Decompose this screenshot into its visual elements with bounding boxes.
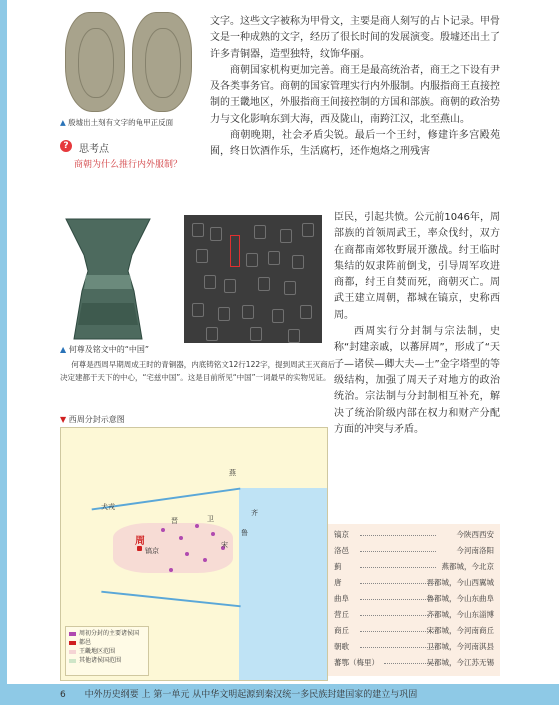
fief-row [334, 527, 494, 543]
fief-name: 蓟 [334, 562, 342, 571]
oracle-bone-caption [60, 117, 173, 129]
map-label-dar: 犬戎 [101, 503, 115, 511]
map-title-triangle-icon: ▼ [60, 415, 67, 424]
legend-text: 王畿地区范围 [79, 648, 116, 655]
vessel-caption-body: 何尊是西周早期周成王时的青铜器，内底铸铭文12行122字，提到周武王灭商后决定建都于天下的中心，“宅兹中国”。这是目前所见“中国”一词最早的实物见证。 [60, 360, 336, 382]
think-question: 商朝为什么推行内外服制？ [74, 160, 183, 170]
fief-row [334, 607, 494, 623]
legend-item [69, 638, 145, 647]
fief-row [334, 639, 494, 655]
fief-row [334, 559, 494, 575]
caption-triangle-icon: ▲ [60, 118, 66, 127]
legend-item [69, 647, 145, 656]
legend-item [69, 629, 145, 638]
fief-name: 商丘 [334, 626, 349, 635]
fief-name: 唐 [334, 578, 342, 587]
oracle-bone-back-image [132, 12, 192, 112]
fief-row [334, 575, 494, 591]
map-label-yan: 燕 [229, 469, 236, 477]
inscription-rubbing-image [184, 215, 322, 343]
fief-row [334, 591, 494, 607]
map-label-haojing: 镐京 [145, 547, 159, 555]
fief-capital-table [328, 524, 500, 676]
vessel-caption-title [60, 344, 149, 355]
paragraph-zhou-conquest: 臣民，引起共愤。公元前1046年，周部族的首领周武王，率众伐纣，双方在商都南郊牧野展开激战。纣王临时集结的奴隶阵前倒戈，引导周军攻进商都，纣王自焚而死，商朝灭亡。周武王建立周朝，都城在镐京，史称西周。 [334, 212, 500, 321]
map-title-text: 西周分封示意图 [68, 415, 125, 424]
oracle-bone-front-image [65, 12, 125, 112]
fief-name: 镐京 [334, 530, 349, 539]
think-label: 思考点 [79, 144, 109, 155]
map-fief-dot [195, 524, 199, 528]
map-fief-dot [179, 536, 183, 540]
map-label-zhou: 周 [135, 536, 145, 547]
question-icon: ? [60, 140, 72, 152]
page-footer [60, 687, 417, 700]
map-river [101, 591, 240, 608]
map-fief-dot [203, 558, 207, 562]
legend-text: 周初分封的主要诸侯国 [79, 630, 140, 637]
fief-location: 吴都城，今江苏无锡 [426, 658, 494, 667]
fief-row [334, 623, 494, 639]
map-fief-dot [211, 532, 215, 536]
body-column-right [334, 210, 500, 438]
fief-location: 齐都城，今山东淄博 [426, 610, 494, 619]
paragraph-late-shang: 商朝晚期，社会矛盾尖锐。最后一个王纣，修建许多宫殿苑囿，终日饮酒作乐，生活腐朽，还作炮烙之刑残害 [210, 130, 500, 158]
legend-item [69, 656, 145, 665]
fief-location: 燕都城，今北京 [441, 562, 494, 571]
fief-location: 鲁都城，今山东曲阜 [426, 594, 494, 603]
map-title [60, 414, 125, 425]
paragraph-oracle: 文字。这些文字被称为甲骨文，主要是商人刻写的占卜记录。甲骨文是一种成熟的文字，经历了很长时间的发展演变。殷墟还出土了许多青铜器，造型独特，纹饰华丽。 [210, 16, 500, 60]
footer-text: 中外历史纲要 上 第一单元 从中华文明起源到秦汉统一多民族封建国家的建立与巩固 [84, 690, 418, 700]
fief-location: 晋都城，今山西翼城 [426, 578, 494, 587]
fief-row [334, 543, 494, 559]
map-legend [65, 626, 149, 676]
legend-text: 都邑 [79, 639, 92, 646]
fief-name: 洛邑 [334, 546, 349, 555]
oracle-bone-caption-text: 殷墟出土刻有文字的龟甲正反面 [68, 118, 174, 127]
map-label-jin: 晋 [171, 517, 178, 525]
paragraph-western-zhou: 西周实行分封制与宗法制，史称“封建亲戚，以蕃屏周”，形成了“天子—诸侯—卿大夫—士”金字塔型的等级结构，加强了周天子对地方的政治统治。宗法制与分封制相互补充，解决了统治阶级内部在权力和财产分配方面的冲突与矛盾。 [334, 326, 500, 435]
fief-location: 今河南洛阳 [456, 546, 494, 555]
legend-text: 其他诸侯国范围 [79, 657, 122, 664]
fief-name: 曲阜 [334, 594, 349, 603]
map-label-lu: 鲁 [241, 529, 248, 537]
map-label-qi: 齐 [251, 509, 258, 517]
map-royal-domain [113, 523, 233, 573]
fief-location: 卫都城，今河南淇县 [426, 642, 494, 651]
map-fief-dot [169, 568, 173, 572]
map-label-wei: 卫 [207, 515, 214, 523]
western-zhou-fief-map [60, 427, 328, 681]
vessel-caption-title-text: 何尊及铭文中的“中国” [68, 345, 149, 354]
page-number: 6 [60, 690, 66, 700]
page-left-bar [0, 0, 7, 705]
fief-name: 朝歌 [334, 642, 349, 651]
map-fief-dot [161, 528, 165, 532]
fief-location: 今陕西西安 [456, 530, 494, 539]
body-column-top [210, 14, 500, 161]
map-fief-dot [185, 552, 189, 556]
fief-name: 蕃鄂（梅里） [334, 658, 379, 667]
fief-name: 营丘 [334, 610, 349, 619]
fief-row [334, 655, 494, 671]
fief-location: 宋都城，今河南商丘 [426, 626, 494, 635]
he-zun-vessel-image [62, 215, 154, 343]
map-label-song: 宋 [221, 541, 228, 549]
paragraph-shang-state: 商朝国家机构更加完善。商王是最高统治者，商王之下设有尹及各类事务官。商朝的国家管理实行内外服制。内服指商王直接控制的王畿地区，外服指商王间接控制的方国和部族。商朝的政治势力与文化影响东到大海，西及陇山，南跨江汉，北至燕山。 [210, 64, 500, 125]
caption-triangle-icon: ▲ [60, 345, 67, 354]
zhongguo-highlight-box [230, 235, 240, 267]
